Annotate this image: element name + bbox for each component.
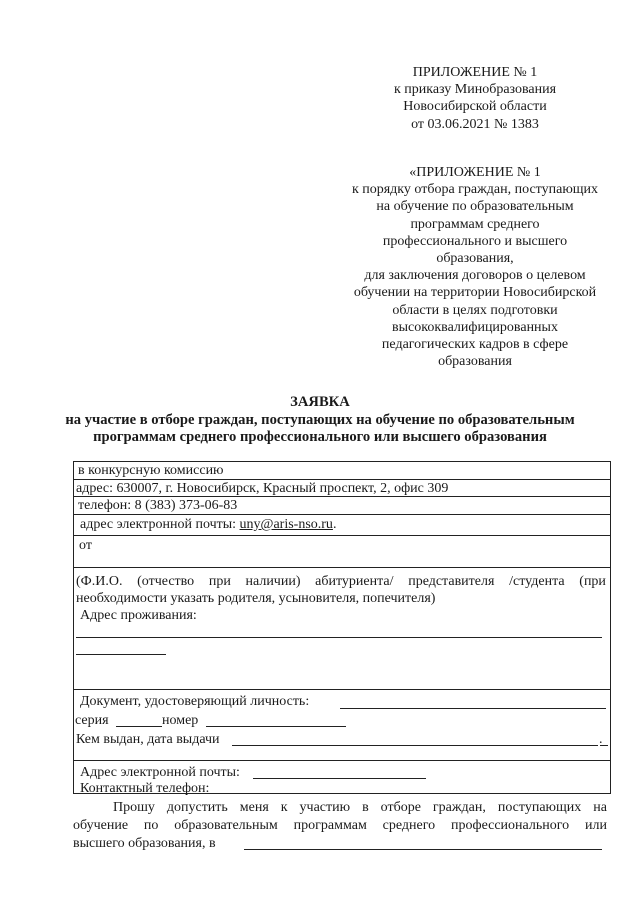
request-word: поступающих	[497, 800, 582, 815]
request-word: образовательным	[174, 818, 278, 833]
appendix-line: профессионального и высшего	[382, 233, 568, 249]
appendix-line: на обучение по образовательным	[376, 199, 574, 215]
commission-label: в конкурсную комиссию	[78, 463, 224, 478]
request-word: программам	[293, 818, 367, 833]
number-field-line[interactable]	[206, 726, 346, 727]
document-title: ЗАЯВКА	[290, 394, 350, 410]
residence-field-line[interactable]	[76, 654, 166, 655]
contact-phone-field-line[interactable]	[219, 793, 462, 794]
document-field-line[interactable]	[340, 708, 606, 709]
request-word: допустить	[166, 800, 228, 815]
request-word: или	[585, 818, 607, 833]
appendix-line: Новосибирской области	[403, 99, 547, 115]
email-dot: .	[332, 517, 337, 532]
row-divider	[73, 567, 611, 568]
fio-word: /студента	[509, 574, 565, 589]
issued-dot: .	[599, 732, 603, 747]
issued-field-line[interactable]	[232, 745, 598, 746]
appendix-line: «ПРИЛОЖЕНИЕ № 1	[409, 165, 541, 180]
appendix-line: программам среднего	[410, 216, 540, 232]
appendix-header	[330, 64, 620, 133]
appendix-line: ПРИЛОЖЕНИЕ № 1	[412, 65, 538, 80]
appendix-line: образования,	[436, 251, 514, 267]
from-label: от	[79, 538, 92, 553]
fio-word: (отчество	[137, 574, 195, 589]
request-word: к	[280, 800, 288, 815]
fio-word: абитуриента/	[315, 574, 394, 589]
series-label: серия	[75, 713, 109, 728]
fio-word: наличии)	[245, 574, 301, 589]
request-word: профессионального	[451, 818, 570, 833]
fio-word: представителя	[408, 574, 495, 589]
fio-word: (Ф.И.О.	[76, 574, 123, 589]
residence-label: Адрес проживания:	[80, 608, 197, 623]
appendix-line: высококвалифицированных	[392, 319, 558, 335]
appendix-line: педагогических кадров в сфере	[381, 337, 569, 353]
request-word: граждан,	[432, 800, 486, 815]
appendix-line: для заключения договоров о целевом	[364, 268, 586, 284]
appendix-line: области в целях подготовки	[392, 302, 558, 318]
request-word: участию	[299, 800, 351, 815]
request-word: обучение	[73, 818, 129, 833]
request-line-last: высшего образования, в	[73, 836, 216, 851]
request-line	[73, 817, 607, 834]
document-label: Документ, удостоверяющий личность:	[80, 694, 310, 709]
fio-caption-line	[76, 573, 606, 590]
document-subtitle-line: программам среднего профессионального или высшего образования	[93, 429, 547, 445]
contact-phone-label: Контактный телефон:	[80, 781, 210, 796]
request-word: меня	[239, 800, 269, 815]
commission-email	[80, 516, 336, 533]
issued-label: Кем выдан, дата выдачи	[76, 732, 220, 747]
email2-label: Адрес электронной почты:	[80, 765, 240, 780]
fio-word: при	[208, 574, 231, 589]
fio-word: (при	[579, 574, 606, 589]
request-line	[113, 799, 607, 816]
appendix-line: образования	[438, 354, 512, 370]
document-subtitle-line: на участие в отборе граждан, поступающих на обучение по образовательным	[65, 412, 575, 428]
fio-caption-line2: необходимости указать родителя, усыновителя, попечителя)	[76, 591, 436, 606]
residence-field-line[interactable]	[76, 637, 602, 638]
request-word: на	[593, 800, 607, 815]
row-divider	[73, 514, 611, 515]
issued-field-line-end[interactable]	[600, 745, 608, 746]
appendix-procedure	[330, 164, 620, 370]
institution-field-line[interactable]	[244, 849, 602, 850]
appendix-line: к приказу Минобразования	[393, 82, 557, 98]
series-field-line[interactable]	[116, 726, 162, 727]
appendix-line: от 03.06.2021 № 1383	[411, 116, 539, 132]
email-link[interactable]: uny@aris-nso.ru	[239, 517, 333, 532]
email2-field-line[interactable]	[253, 778, 426, 779]
appendix-line: обучении на территории Новосибирской	[353, 285, 597, 301]
request-word: Прошу	[113, 800, 155, 815]
number-label: номер	[162, 713, 199, 728]
request-word: среднего	[382, 818, 436, 833]
commission-phone: телефон: 8 (383) 373-06-83	[78, 498, 238, 513]
appendix-line: к порядку отбора граждан, поступающих	[351, 182, 599, 198]
request-word: отборе	[380, 800, 421, 815]
request-word: в	[362, 800, 369, 815]
email-label: адрес электронной почты:	[80, 517, 240, 532]
request-word: по	[143, 818, 159, 833]
commission-address: адрес: 630007, г. Новосибирск, Красный проспект, 2, офис 309	[76, 481, 449, 496]
